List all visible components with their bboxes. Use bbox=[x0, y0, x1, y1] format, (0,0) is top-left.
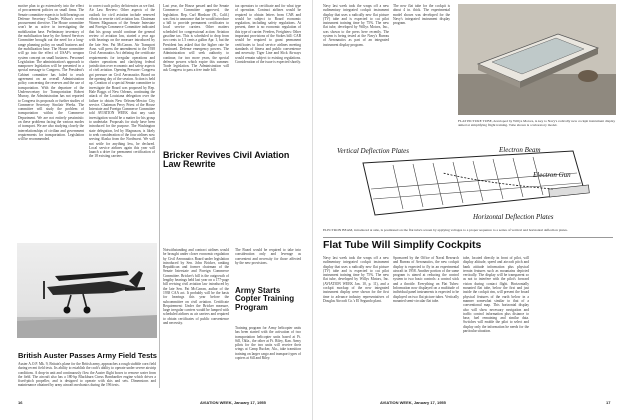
tube-cross-section-drawing bbox=[323, 143, 613, 226]
body-text: Last year, the House passed and the Senate Commerce Committee approved, the legislation. Rep. Carl Hinshaw (R., Calif.) was first to announce that he would introduce a bill to provide permanent certificates to local service carriers. Other matters scheduled for congressional action: Aviation gasoline tax. This is scheduled to drop from two cents to 1.5 cents a gallon Apr. 1, but the President has asked that the higher rate be continued. Defense emergency powers. The Administration will seek authority to continue, for two more years, the special defense powers which expire this summer. Trade legislation. The Administration will ask Congress to pass a free trade bill. bbox=[163, 4, 229, 73]
body-text: Sponsored by the Office of Naval Research and Bureau of Aeronautics, the new cockpit display is expected to fly in an experimental aircraft in 1958. Another portion of the same program is aimed at reducing the control system to two basic controls: a control stick and a throttle. Everything on Flat Tubes: Information now displayed on a multitude of individual panel instruments is expected to be displayed on two flat picture tubes. Vertically mounted semi-circular flat tube. bbox=[393, 256, 459, 303]
body-text: Training program for Army helicopter units has been started with the activation of two transportation helicopter units based at Ft. Sill, Okla., the other at Ft. Riley, Kan. Army pilots for the two units will receive their wings at Camp Rucker, Ala., take transition training on larger cargo and transport types of copters at Sill and Riley. bbox=[235, 326, 301, 361]
right-page-number: 17 bbox=[606, 400, 611, 405]
page-gutter bbox=[312, 0, 313, 420]
right-column-2 bbox=[393, 4, 450, 142]
right-magazine-line: AVIATION WEEK, January 17, 1955 bbox=[380, 400, 446, 405]
left-magazine-line: AVIATION WEEK, January 17, 1955 bbox=[200, 400, 266, 405]
left-column-3 bbox=[163, 4, 229, 147]
flat-tube-headline: Flat Tube Will Simplify Cockpits bbox=[323, 239, 482, 251]
flat-tube-photo-caption: FLAT PICTURE TUBE, developed by Willys Motors, is key to Navy's radically new cockpit instrument display aimed at simplifying flight training. Tube shown is a laboratory model. bbox=[458, 119, 616, 128]
army-copter-headline: Army Starts Copter Training Program bbox=[235, 286, 295, 312]
body-text: The Board would be required to take into consideration only and leverage as convenient and necessity for those affected by the new provisions. bbox=[235, 248, 301, 265]
electron-beam-diagram bbox=[323, 143, 613, 226]
electron-beam-label: Electron Beam bbox=[499, 146, 541, 154]
auster-caption: Auster A.O.P. Mk. 9, Britain's plane for the British army, approaches a rough stubble corn field during recent field tests. Its ability to establish the craft's ability to operate under severe airstrip conditions. A drop-in unit and continuously flow the Auster flight boxes to remove water from the field. The aircraft also has a 180-hp Blackburn Cirrus Bombardier engine which drives a fixed-pitch propeller, and is designed to operate with skis and sets. Dimensions and maintenance obtained by army aircraft mechanics during the 196 tests. bbox=[18, 362, 156, 388]
body-text: Navy last week took the wraps off a new rudimentary integrated cockpit instrument display that uses a radically new flat picture (TV) tube and is expected to cut pilot instrument training time by 75%. The new flat tube, developed by Willys Motors, Inc., was shown to the press here recently. The system is being tested at the Navy's Bureau of Aeronautics as part of an integrated instrument display program. bbox=[323, 4, 389, 47]
auster-aircraft-photo bbox=[17, 243, 157, 338]
diagram-caption: ELECTRON BEAM, introduced at side, is positioned on the flat tube's screen by applying voltages to a proper sequence to a series of vertical and horizontal deflection plates. bbox=[323, 228, 568, 232]
horizontal-plates-label: Horizontal Deflection Plates bbox=[473, 213, 554, 221]
electron-gun-label: Electron Gun bbox=[533, 171, 571, 179]
left-column-5 bbox=[163, 248, 229, 388]
body-text: The new flat tube for the cockpit is about 4 in. thick. The experimental model shown was developed for the Navy's integrated instrument display program. bbox=[393, 4, 450, 26]
aircraft-image bbox=[17, 243, 157, 338]
vertical-plates-label: Vertical Deflection Plates bbox=[337, 147, 409, 155]
column-divider bbox=[159, 4, 160, 388]
body-text: tax operators to certificate and for what type of operation. Contract airlines would be required to obtain letters from CAB and would be subject to Board economic regulation, including safety regulations. At present, there is no economic regulation of this type of carrier. Feeders, Freighters: Other important provisions of the Stokes bill: CAB would be required to grant permanent certificates to local service airlines meeting standards of fitness and public convenience and necessity. Tiger Line and Slick Airways would remain subject to existing regulations. Consideration of the issue is expected shortly. bbox=[235, 4, 301, 64]
right-column-1 bbox=[323, 4, 389, 142]
body-text: Notwithstanding and contract airlines would be brought under closer economic regulation by Civil Aeronautics Board under legislation introduced by Sen. John Bricker, ranking Republican and former chairman of the Senate Interstate and Foreign Commerce Committee. Bricker's bill is the outgrowth of lengthy hearings held last year on a 177-page bill revising civil aviation law introduced by the late Sen. Pat McCarran, author of the 1938 CAA act. It probably will be the basis for hearings this year before the subcommittee on civil aviation. Certificate Requirement: Under the Bricker measure, large irregular carriers would be lumped with scheduled airlines as air carriers and required to obtain certificates of public convenience and necessity. bbox=[163, 248, 229, 326]
left-column-1 bbox=[18, 4, 84, 240]
right-column-4 bbox=[393, 256, 459, 388]
auster-headline: British Auster Passes Army Field Tests bbox=[18, 351, 157, 360]
left-page-number: 16 bbox=[18, 400, 23, 405]
right-column-3 bbox=[323, 256, 389, 388]
flat-tube-photo bbox=[458, 4, 616, 115]
flat-tube-image bbox=[458, 4, 616, 115]
right-column-5 bbox=[463, 256, 529, 388]
left-column-6 bbox=[235, 248, 301, 284]
body-text: motive plan to go extensively into the effect of procurement policies on small firms. The Senate committee expects to hold hearings on Defense Secretary Charles Wilson's recent procurement directive. The House committee won't be as active in investigating the mobilization base. Preliminary inventory of the mobilization base by the Armed Services Committee brought out the need for a long-range planning policy on small business and the mobilization base. The House committee will go into the effect of USAF's weapon system concept on small business. Personnel Legislation: The administration's approach to manpower legislation will be presented in a special message to Congress. The President's Cabinet committee has failed to reach agreement on an overall Administration policy concerning the reserves and the use of transportation. With the departure of the Undersecretary for Transportation Robert Murray, the Administration has not reported to Congress its proposals or further studies of Commerce Secretary Sinclair Weeks. The committee will study the problem of transportation within the Commerce Department. We are not entirely pessimistic on these problems facing the various modes of transport. We are also studying closely the interrelationships of civilian and government requirements for transportation. Legislation will be recommended. bbox=[18, 4, 84, 142]
bricker-headline: Bricker Revives Civil Aviation Law Rewrite bbox=[163, 150, 290, 170]
left-column-4 bbox=[235, 4, 301, 147]
body-text: to correct such policy deficiencies as we find. Air Law Review: Other aspects of the outlook for civil aviation include renewed efforts to rewrite civil aviation law. Chairman Warren Magnuson of the Senate Interstate and Foreign Commerce Committee indicated that his group would continue the general review of aviation law, started a year ago with hearings on the measure introduced by the late Sen. Pat McCarran. Air Transport Assn. will press the amendment to the 1938 Civil Aeronautics Act defining the certificate requirements for irregular operations and charter operations and clarifying federal jurisdiction over economic and safety aspects of civil aviation. Opening Pressure: Congress got pressure on Civil Aeronautics Board on the opening day of the session. Action is held up. Creation of a special Senate committee to investigate the Board was proposed by Rep. Hale Boggs of New Orleans, continuing the attack of the Louisiana delegation over the failure to obtain New Orleans-Mexico City service. Chairman Percy Priest of the House Interstate and Foreign Commerce Committee told AVIATION WEEK that any such investigation would be a matter for his group to undertake. Proposals for study have been introduced for the purpose. The Washington state delegation, led by Magnuson, is likely to seek consideration of the four airlines now serving Alaska from the Northwest. We will not settle for anything less, he declared. Local service airlines again this year will launch a drive for permanent certification of the 18 existing carriers. bbox=[89, 4, 155, 159]
body-text: Navy last week took the wraps off a new rudimentary integrated cockpit instrument display that uses a radically new flat picture (TV) tube and is expected to cut pilot instrument training time by 75%. The new flat tube, developed by Willys Motors, Inc. (AVIATION WEEK Jan. 10, p. 11), and a cockpit mockup of the new integrated instrument display were shown for the first time to advance industry representatives of Douglas Aircraft Co.'s El Segundo plant. bbox=[323, 256, 389, 303]
section-rule bbox=[323, 237, 613, 238]
left-column-7 bbox=[235, 326, 301, 388]
body-text: tube, located directly in front of pilot, will display altitude, speed and aircraft pitch and bank attitude information plus physical terrain features such as mountains depicted vertically. The display will be transparent so as not to interfere with the pilot's forward vision during contact flight. Horizontally mounted flat tube, below the first and just inside the cockpit rim, will present the broad physical features of the earth below in a manner somewhat similar to that of a conventional map. This horizontal display also will show necessary navigation and traffic control information plus distance to base, fuel remaining and similar data. Switches will enable the pilot to select and display only the information he needs for the particular situation. bbox=[463, 256, 529, 334]
